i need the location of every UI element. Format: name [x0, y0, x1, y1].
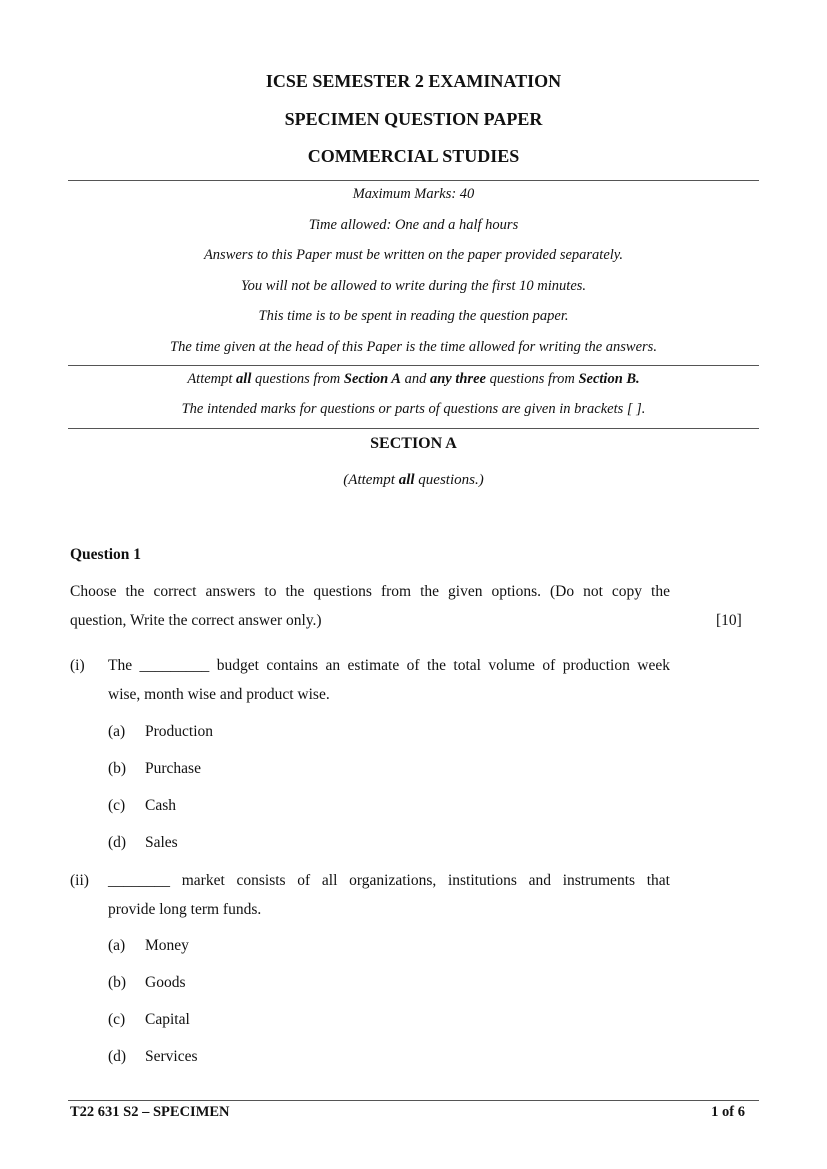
reading-instruction: This time is to be spent in reading the question paper.	[258, 308, 569, 324]
option-letter: (b)	[108, 974, 127, 991]
attempt-instruction: Attempt all questions from Section A and any three questions from Section B.	[187, 371, 640, 387]
option-text: Sales	[145, 834, 178, 851]
question-marks: [10]	[716, 612, 742, 629]
option-letter: (a)	[108, 723, 126, 740]
max-marks: Maximum Marks: 40	[352, 186, 475, 202]
page-number: 1 of 6	[711, 1104, 745, 1120]
question-instruction-line2: question, Write the correct answer only.)	[70, 612, 322, 629]
subject-title: COMMERCIAL STUDIES	[307, 146, 520, 166]
part-text-line2: provide long term funds.	[108, 901, 262, 918]
part-text-line1: The _________ budget contains an estimate of the total volume of production week	[108, 657, 670, 674]
part-text-line1: ________ market consists of all organizations, institutions and instruments that	[108, 872, 670, 889]
exam-title: ICSE SEMESTER 2 EXAMINATION	[265, 71, 562, 91]
time-allowed: Time allowed: One and a half hours	[308, 217, 519, 233]
option-text: Services	[145, 1048, 198, 1065]
no-write-instruction: You will not be allowed to write during the first 10 minutes.	[240, 278, 587, 294]
option-letter: (c)	[108, 797, 126, 814]
footer-divider	[68, 1100, 759, 1101]
paper-code: T22 631 S2 – SPECIMEN	[70, 1104, 230, 1120]
option-letter: (d)	[108, 834, 127, 851]
option-letter: (d)	[108, 1048, 127, 1065]
part-number: (i)	[70, 657, 85, 674]
option-text: Cash	[145, 797, 176, 814]
divider	[68, 428, 759, 429]
option-letter: (b)	[108, 760, 127, 777]
answers-instruction: Answers to this Paper must be written on the paper provided separately.	[203, 247, 624, 263]
option-letter: (c)	[108, 1011, 126, 1028]
option-text: Purchase	[145, 760, 201, 777]
question-label: Question 1	[70, 546, 142, 563]
marks-instruction: The intended marks for questions or parts of questions are given in brackets [ ].	[181, 401, 646, 417]
part-text-line2: wise, month wise and product wise.	[108, 686, 330, 703]
option-text: Goods	[145, 974, 186, 991]
part-number: (ii)	[70, 872, 89, 889]
option-letter: (a)	[108, 937, 126, 954]
section-subtitle: (Attempt all questions.)	[343, 472, 484, 488]
paper-type: SPECIMEN QUESTION PAPER	[284, 109, 543, 129]
option-text: Production	[145, 723, 214, 740]
question-instruction-line1: Choose the correct answers to the questions from the given options. (Do not copy the	[70, 583, 670, 600]
time-given-instruction: The time given at the head of this Paper is the time allowed for writing the answers.	[170, 339, 657, 355]
option-text: Capital	[145, 1011, 190, 1028]
divider	[68, 180, 759, 181]
section-title: SECTION A	[370, 435, 457, 452]
divider	[68, 365, 759, 366]
option-text: Money	[145, 937, 189, 954]
